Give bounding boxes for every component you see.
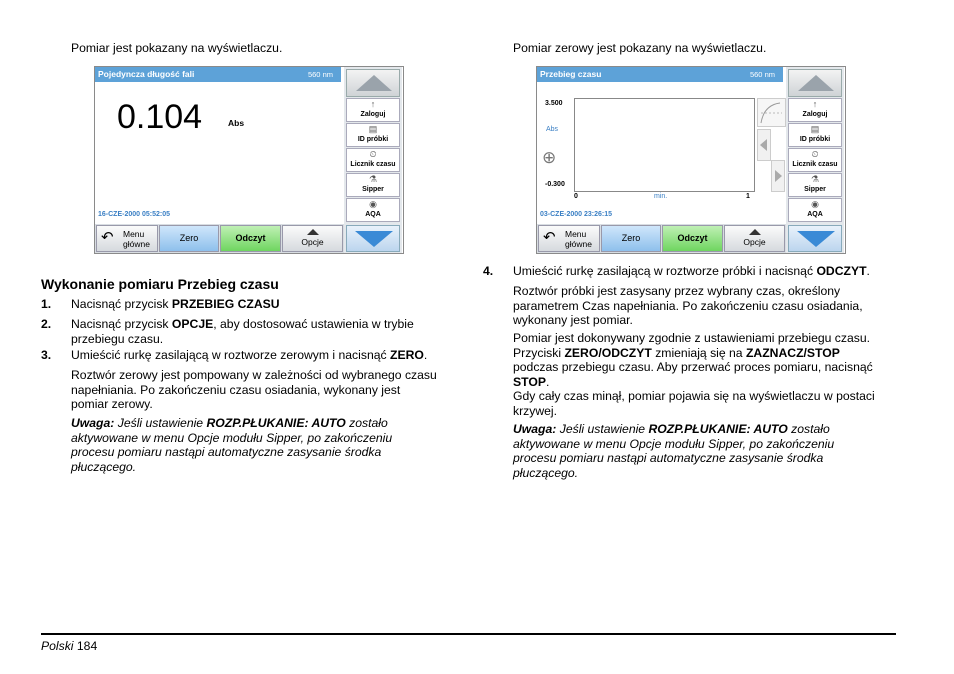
step-1-text: Nacisnąć przycisk PRZEBIEG CZASU: [71, 297, 280, 311]
timer-button[interactable]: ⏲ Licznik czasu: [346, 148, 400, 172]
right-paragraph-2: Pomiar jest dokonywany zgodnie z ustawieniami przebiegu czasu. Przyciski ZERO/ODCZYT zmieniają się na ZAZNACZ/STOP podczas przebiegu czasu. Aby przerwać proces pomiaru, nacisnąć STOP. Gdy cały czas minął, pomiar pojawia się na wyświetlaczu w postaci krzywej.: [513, 331, 875, 418]
step-4-number: 4.: [483, 264, 494, 278]
options-button[interactable]: Opcje: [282, 225, 343, 252]
scroll-up-button[interactable]: [346, 69, 400, 97]
step-2-number: 2.: [41, 317, 52, 331]
arrow-up-icon: [356, 75, 392, 91]
time-course-screen: [536, 66, 846, 254]
page-footer: Polski 184: [41, 639, 98, 653]
x-min-label: 0: [574, 193, 578, 200]
sipper-button[interactable]: ⚗ Sipper: [346, 173, 400, 197]
back-arrow-icon: ↶: [101, 229, 114, 246]
curve-fit-button[interactable]: [757, 98, 786, 127]
sample-id-icon: ▤: [810, 124, 820, 134]
y-unit-label: Abs: [546, 126, 559, 133]
y-max-label: 3.500: [545, 100, 563, 107]
options-button[interactable]: Opcje: [724, 225, 785, 252]
login-button[interactable]: ↑ Zaloguj: [346, 98, 400, 122]
timer-button[interactable]: ⏲ Licznik czasu: [788, 148, 842, 172]
step-2-text: Nacisnąć przycisk OPCJE, aby dostosować ustawienia w trybie przebiegu czasu.: [71, 317, 414, 346]
screen-titlebar: [95, 67, 341, 82]
arrow-right-icon: [775, 170, 782, 182]
up-caret-icon: [307, 229, 319, 235]
arrow-down-icon: [355, 231, 393, 247]
sipper-icon: ⚗: [810, 174, 820, 184]
screen-titlebar: [537, 67, 783, 82]
bottom-bar: [537, 224, 786, 253]
step-1-number: 1.: [41, 297, 52, 311]
up-caret-icon: [749, 229, 761, 235]
main-menu-button[interactable]: ↶ Menu główne: [538, 225, 600, 252]
main-menu-button[interactable]: ↶ Menu główne: [96, 225, 158, 252]
footer-rule: [41, 633, 896, 635]
scroll-down-button[interactable]: [788, 225, 842, 252]
screen-title: Pojedyncza długość fali: [98, 69, 195, 79]
sample-id-button[interactable]: ▤ ID próbki: [788, 123, 842, 147]
timestamp: 03-CZE-2000 23:26:15: [540, 211, 612, 218]
cursor-right-button[interactable]: [771, 160, 785, 192]
curve-icon: [758, 99, 785, 126]
left-intro: Pomiar jest pokazany na wyświetlaczu.: [71, 41, 283, 55]
right-paragraph-1: Roztwór próbki jest zasysany przez wybrany czas, określony parametrem Czas napełniania. Po zakończeniu czasu osiadania, wykonany jest pomiar.: [513, 284, 863, 327]
step-3-text: Umieścić rurkę zasilającą w roztworze zerowym i nacisnąć ZERO.: [71, 348, 428, 362]
y-min-label: -0.300: [545, 181, 565, 188]
left-note: Uwaga: Jeśli ustawienie ROZP.PŁUKANIE: AUTO zostało aktywowane w menu Opcje modułu Sipper, po zakończeniu procesu pomiaru nastąpi automatyczne zasysanie środka płuczącego.: [71, 416, 393, 474]
cursor-left-button[interactable]: [757, 129, 771, 161]
screen-title: Przebieg czasu: [540, 69, 602, 79]
back-arrow-icon: ↶: [543, 229, 556, 246]
measurement-unit: Abs: [228, 118, 245, 128]
zero-button[interactable]: Zero: [159, 225, 219, 252]
wavelength-label: 560 nm: [307, 70, 333, 79]
bottom-bar: [95, 224, 344, 253]
aqa-button[interactable]: ◉ AQA: [788, 198, 842, 222]
zoom-icon[interactable]: ⊕: [542, 148, 557, 167]
measurement-value: 0.104: [117, 98, 203, 136]
scroll-up-button[interactable]: [788, 69, 842, 97]
scroll-down-button[interactable]: [346, 225, 400, 252]
step-4-text: Umieścić rurkę zasilającą w roztworze próbki i nacisnąć ODCZYT.: [513, 264, 870, 278]
login-icon: ↑: [370, 99, 376, 109]
wavelength-label: 560 nm: [749, 70, 775, 79]
sample-id-icon: ▤: [368, 124, 378, 134]
x-max-label: 1: [746, 193, 750, 200]
sipper-icon: ⚗: [368, 174, 378, 184]
section-heading: Wykonanie pomiaru Przebieg czasu: [41, 276, 279, 292]
aqa-icon: ◉: [369, 199, 377, 209]
timer-icon: ⏲: [369, 149, 377, 159]
step-3-number: 3.: [41, 348, 52, 362]
sipper-button[interactable]: ⚗ Sipper: [788, 173, 842, 197]
arrow-left-icon: [760, 139, 767, 151]
arrow-down-icon: [797, 231, 835, 247]
timer-icon: ⏲: [811, 149, 819, 159]
login-icon: ↑: [812, 99, 818, 109]
sample-id-button[interactable]: ▤ ID próbki: [346, 123, 400, 147]
x-unit-label: min.: [654, 193, 668, 200]
right-intro: Pomiar zerowy jest pokazany na wyświetlaczu.: [513, 41, 767, 55]
side-panel: [344, 67, 402, 253]
single-wavelength-screen: [94, 66, 404, 254]
right-note: Uwaga: Jeśli ustawienie ROZP.PŁUKANIE: AUTO zostało aktywowane w menu Opcje modułu Sipper, po zakończeniu procesu pomiaru nastąpi automatyczne zasysanie środka płuczącego.: [513, 422, 835, 480]
login-button[interactable]: ↑ Zaloguj: [788, 98, 842, 122]
arrow-up-icon: [798, 75, 834, 91]
aqa-icon: ◉: [811, 199, 819, 209]
read-button[interactable]: Odczyt: [220, 225, 281, 252]
zero-button[interactable]: Zero: [601, 225, 661, 252]
timestamp: 16-CZE-2000 05:52:05: [98, 211, 170, 218]
left-paragraph: Roztwór zerowy jest pompowany w zależności od wybranego czasu napełniania. Po zakończeniu czasu osiadania, wykonany jest pomiar zerowy.: [71, 368, 437, 411]
plot-area: [574, 98, 755, 192]
side-panel: [786, 67, 844, 253]
read-button[interactable]: Odczyt: [662, 225, 723, 252]
aqa-button[interactable]: ◉ AQA: [346, 198, 400, 222]
